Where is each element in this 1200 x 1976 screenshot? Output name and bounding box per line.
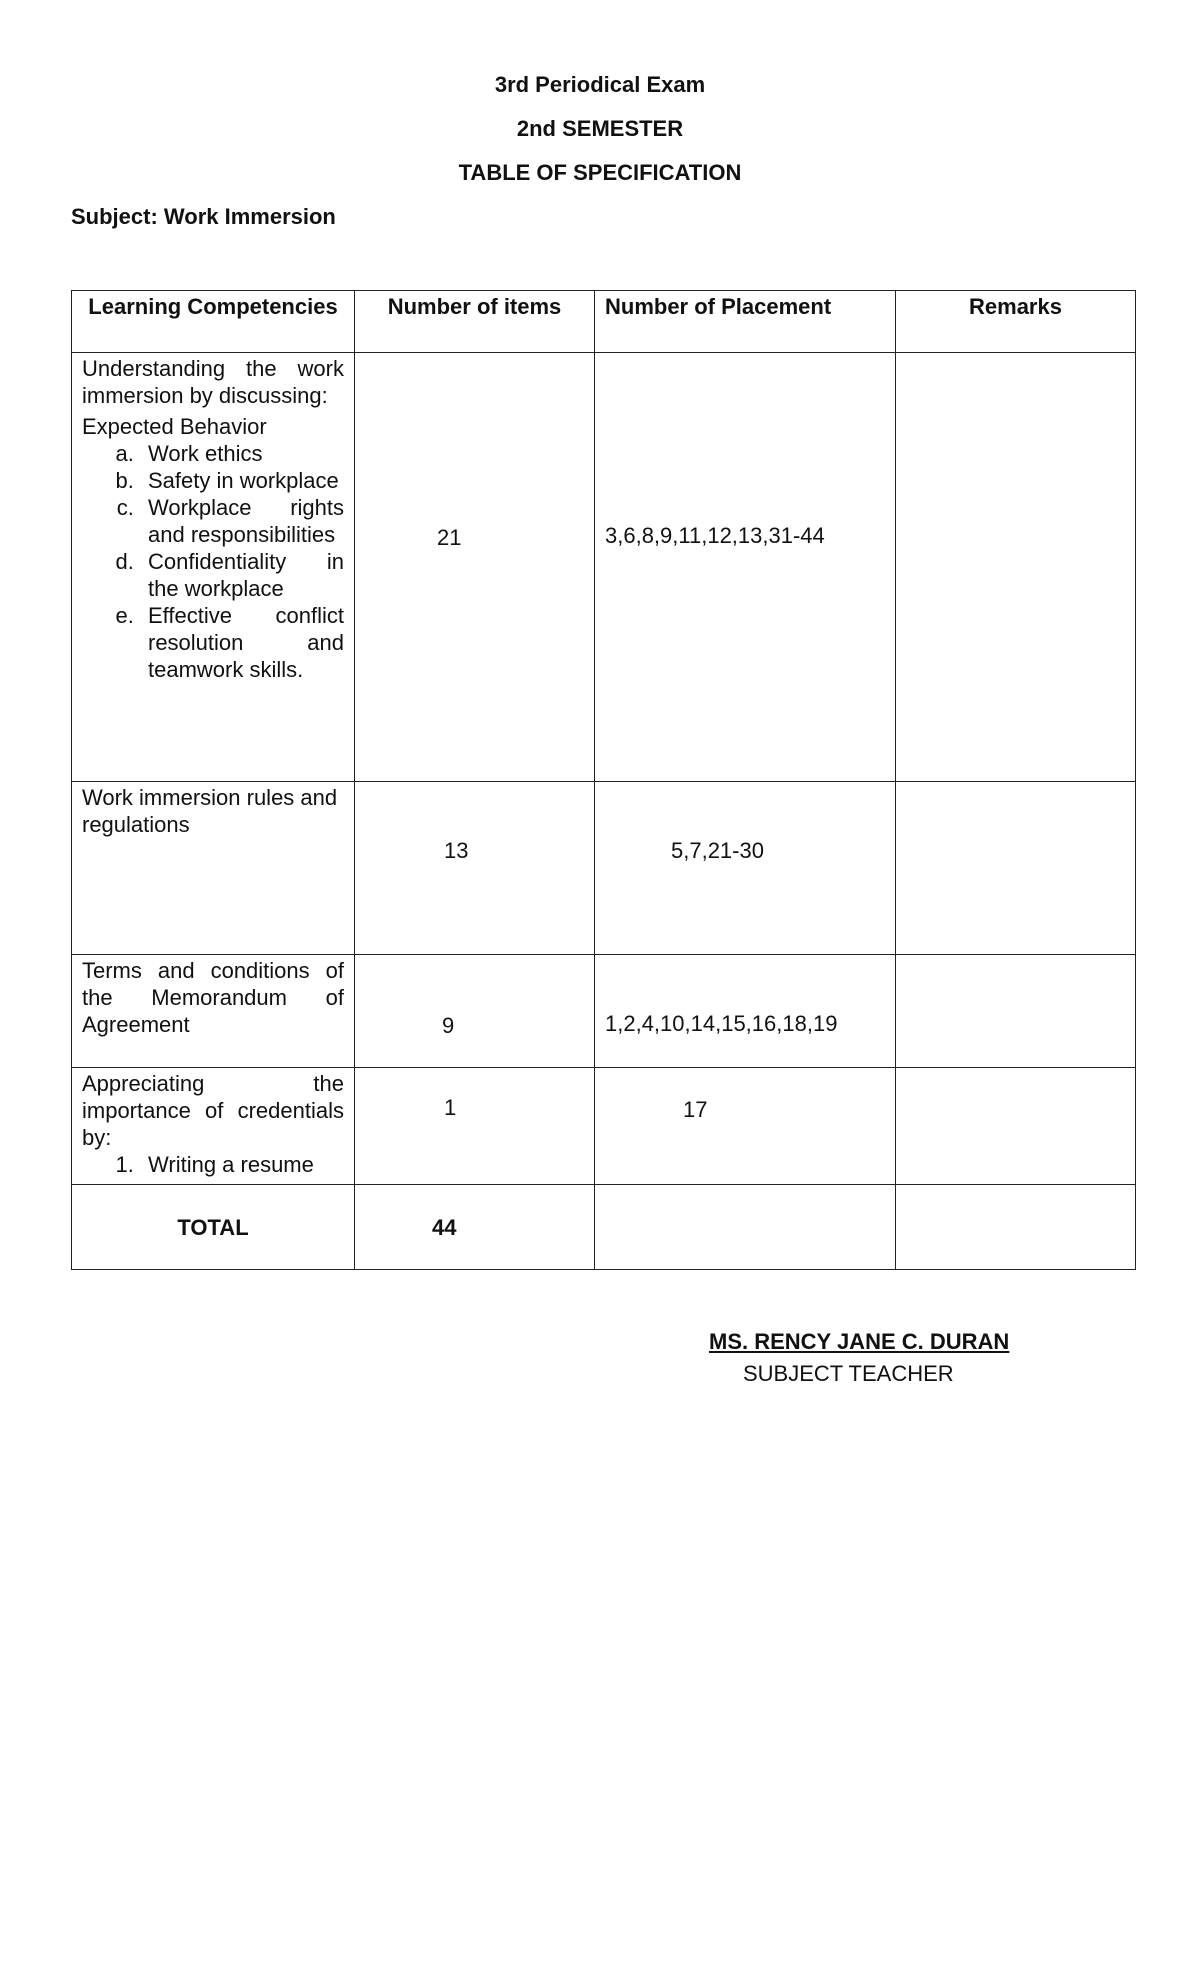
list-item: d. Confidentiality in the workplace — [140, 548, 344, 602]
competency-text: Appreciating the importance of credentials by: — [82, 1071, 344, 1150]
items-count: 9 — [442, 1013, 455, 1038]
total-label: TOTAL — [72, 1185, 355, 1270]
list-item: 1. Writing a resume — [140, 1151, 344, 1178]
competency-cell — [72, 782, 355, 955]
subject-label: Subject: Work Immersion — [71, 204, 336, 229]
table-row — [72, 955, 1136, 1068]
competency-list — [82, 440, 344, 683]
exam-title: 3rd Periodical Exam — [494, 72, 706, 97]
total-value-cell — [355, 1185, 595, 1270]
teacher-title: SUBJECT TEACHER — [743, 1361, 954, 1386]
placement-value: 1,2,4,10,14,15,16,18,19 — [605, 1011, 838, 1036]
total-value: 44 — [432, 1215, 457, 1240]
header-number-of-placement: Number of Placement — [595, 291, 896, 353]
competency-list — [82, 1151, 344, 1178]
list-item: a. Work ethics — [140, 440, 344, 467]
items-count-cell — [355, 955, 595, 1068]
list-item: b. Safety in workplace — [140, 467, 344, 494]
total-row — [72, 1185, 1136, 1270]
remarks-cell — [896, 353, 1136, 782]
semester-title: 2nd SEMESTER — [516, 116, 684, 141]
total-placement-cell — [595, 1185, 896, 1270]
competency-text: Terms and conditions of the Memorandum of Agreement — [82, 958, 344, 1037]
placement-value: 5,7,21-30 — [671, 838, 764, 863]
items-count: 1 — [444, 1095, 457, 1120]
competency-text: Understanding the work immersion by discussing: — [82, 356, 344, 408]
list-item: e. Effective conflict resolution and teamwork skills. — [140, 602, 344, 683]
list-item: c. Workplace rights and responsibilities — [140, 494, 344, 548]
items-count: 21 — [437, 525, 462, 550]
remarks-cell — [896, 1068, 1136, 1185]
total-remarks-cell — [896, 1185, 1136, 1270]
table-row — [72, 353, 1136, 782]
placement-value: 17 — [683, 1097, 708, 1122]
competency-cell — [72, 353, 355, 782]
items-count-cell — [355, 1068, 595, 1185]
placement-cell — [595, 353, 896, 782]
placement-cell — [595, 1068, 896, 1185]
specification-table — [71, 290, 1136, 1270]
table-header-row — [72, 291, 1136, 353]
teacher-name: MS. RENCY JANE C. DURAN — [709, 1329, 1010, 1354]
competency-sublabel: Expected Behavior — [82, 414, 267, 439]
items-count: 13 — [444, 838, 469, 863]
header-number-of-items: Number of items — [355, 291, 595, 353]
header-learning-competencies: Learning Competencies — [72, 291, 355, 353]
document-title: TABLE OF SPECIFICATION — [458, 160, 742, 185]
competency-cell — [72, 1068, 355, 1185]
header-remarks: Remarks — [896, 291, 1136, 353]
placement-value: 3,6,8,9,11,12,13,31-44 — [605, 523, 825, 548]
placement-cell — [595, 955, 896, 1068]
table-row — [72, 782, 1136, 955]
placement-cell — [595, 782, 896, 955]
competency-text: Work immersion rules and regulations — [82, 785, 338, 837]
items-count-cell — [355, 353, 595, 782]
remarks-cell — [896, 782, 1136, 955]
items-count-cell — [355, 782, 595, 955]
competency-cell — [72, 955, 355, 1068]
table-row — [72, 1068, 1136, 1185]
remarks-cell — [896, 955, 1136, 1068]
